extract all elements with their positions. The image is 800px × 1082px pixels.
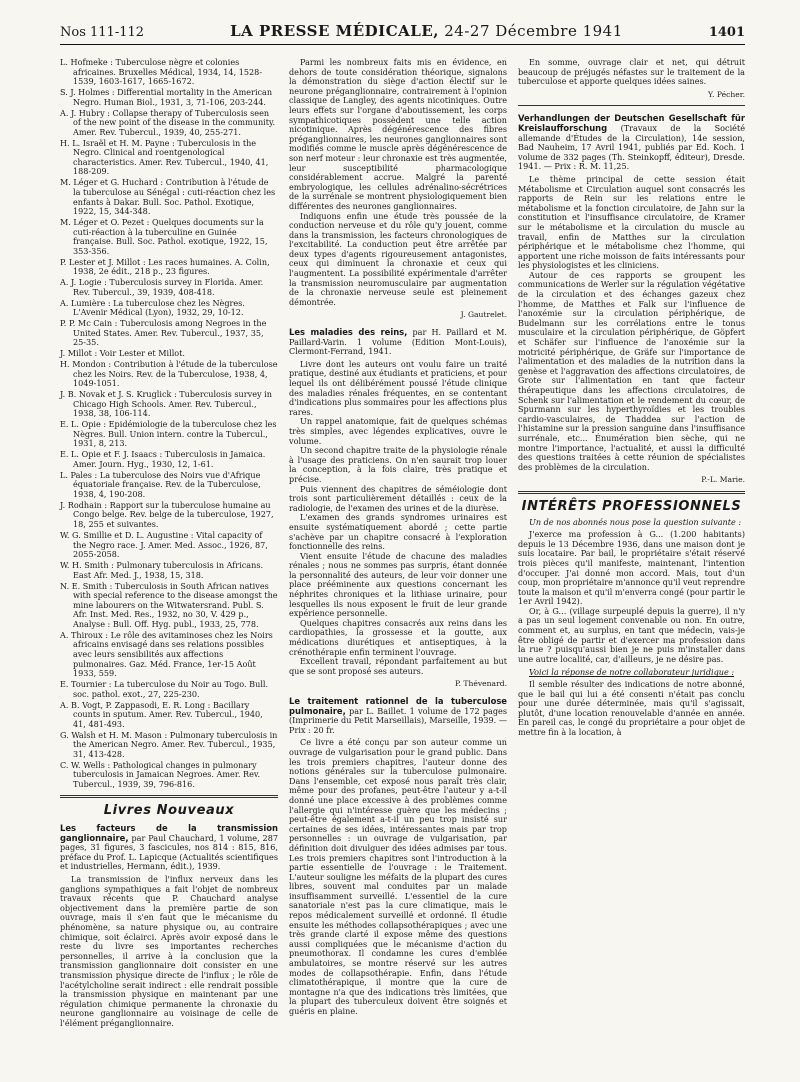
review-1-paragraph: Indiquons enfin une étude très poussée de la conduction nerveuse et du rôle qu'y jouent, comme dans la transmission, les facteurs chronologiques de l'excitabilité. La conduction peut être arrêtée par deux types d'agents rigoureusement antagonistes, ceux qui diminuent la chronaxie et ceux qui l'augmentent. La possibilité expérimentale d'arrêter la transmission neuromusculaire par augmentation de la chronaxie nerveuse seule est pleinement démontrée. xyxy=(289,210,507,307)
reference-entry: E. L. Opie et F. J. Isaacs : Tuberculosis in Jamaica. Amer. Journ. Hyg., 1930, 12, 1-61. xyxy=(60,449,266,469)
question-intro: Un de nos abonnés nous pose la question suivante : xyxy=(529,516,742,527)
reference-entry: A. J. Hubry : Collapse therapy of Tuberculosis seen of the new point of the disease in the community. Amer. Rev. Tubercul., 1939, 40, 255-271. xyxy=(60,107,276,137)
page-number: 1401 xyxy=(708,25,745,40)
journal-name: LA PRESSE MÉDICALE, xyxy=(230,22,439,40)
question-paragraph: Or, à G... (village surpeuplé depuis la guerre), il n'y a pas un seul logement convenable ou non. En outre, comment et, au surplus, en tant que médecin, vais-je être obligé de partir et d'exercer ma profession dans la rue ? puisqu'aussi bien je ne puis m'installer dans une autre localité, car, d'ailleurs, je ne désire pas. xyxy=(518,605,745,664)
review-1-signature: J. Gautrelet. xyxy=(460,310,507,320)
reference-entry: C. W. Wells : Pathological changes in pulmonary tuberculosis in Jamaican Negroes. Amer. Rev. Tubercul., 1939, 39, 796-816. xyxy=(60,759,261,789)
review-3-title: Le traitement rationnel de la tuberculose pulmonaire, xyxy=(289,696,507,716)
review-2-paragraph: Livre dont les auteurs ont voulu faire un traité pratique, destiné aux étudiants et praticiens, et pour lequel ils ont délibérément poussé l'étude clinique des maladies rénales fréquentes, en se contentant d'indications plus sommaires pour les affections plus rares. xyxy=(289,358,507,417)
review-1-title: Les facteurs de la transmission ganglionnaire, xyxy=(60,823,278,843)
reference-entry: J. Rodhain : Rapport sur la tuberculose humaine au Congo belge. Rev. belge de la tuberculose, 1927, 18, 255 et suivantes. xyxy=(60,499,274,530)
review-4-paragraph: Le thème principal de cette session était Métabolisme et Circulation auquel sont consacrés les rapports de Rein sur les relations entre le métabolisme et la fonction circulatoire, de Jahn sur la constitution et l'insuffisance circulatoire, de Kramer sur le métabolisme et la circulation du muscle au travail, enfin de Matthes sur la circulation périphérique et le métabolisme chez l'homme, qui apportent une riche moisson de faits intéressants pour les physiologistes et les cliniciens. xyxy=(518,173,745,271)
reference-entry: J. Millot : Voir Lester et Millot. xyxy=(60,348,185,359)
issue-date: 24-27 Décembre 1941 xyxy=(444,22,623,40)
reference-entry: A. Lumière : La tuberculose chez les Nègres. L'Avenir Médical (Lyon), 1932, 29, 10-12. xyxy=(60,297,245,318)
reference-entry: J. B. Novak et J. S. Kruglick : Tuberculosis survey in Chicago High Schools. Amer. Rev. Tubercul., 1938, 38, 106-114. xyxy=(60,389,272,419)
review-3-signature: Y. Pécher. xyxy=(708,89,745,99)
review-1-paragraph: Parmi les nombreux faits mis en évidence, en dehors de toute considération théorique, signalons la démonstration du siège d'action électif sur le neurone préganglionnaire, contrairement à l'opinion classique de Langley, des agents nicotiniques. Outre leurs effets sur l'organe d'aboutissement, les corps sympathicotiques possèdent une telle action nicotinique. Après dégénérescence des fibres préganglionnaires, les neurones ganglionnaires sont modifiés comme le muscle après dégénérescence de son nerf moteur : leur chronaxie est très augmentée, leur susceptibilité pharmacologique considérablement accrue. Malgré la parenté embryologique, les cellules adrénalino-sécrétrices de la surrénale se montrent physiologiquement bien différentes des neurones ganglionnaires. xyxy=(289,57,507,211)
reference-entry: N. E. Smith : Tuberculosis in South African natives with special reference to the disease amongst the mine labourers on the Witwatersrand. Publ. S. Afr. Inst. Med. Res., 1932, no 30, V. 429 p., Analyse : Bull. Off. Hyg. publ., 1933, 25, 778. xyxy=(60,580,278,629)
column-right xyxy=(518,58,745,738)
reference-entry: A. J. Logie : Tuberculosis survey in Florida. Amer. Rev. Tubercul., 39, 1939, 408-418. xyxy=(60,277,264,297)
reply-intro: Voici la réponse de notre collaborateur juridique : xyxy=(529,667,735,678)
page-header xyxy=(60,22,745,45)
reference-entry: G. Walsh et H. M. Mason : Pulmonary tuberculosis in the American Negro. Amer. Rev. Tubercul., 1935, 31, 413-428. xyxy=(60,729,278,759)
review-3-title-block xyxy=(289,697,507,735)
review-3-paragraph: En somme, ouvrage clair et net, qui détruit beaucoup de préjugés néfastes sur le traitement de la tuberculose et apporte quelques idées saines. xyxy=(518,57,745,87)
reference-entry: W. H. Smith : Pulmonary tuberculosis in Africans. East Afr. Med. J., 1938, 15, 318. xyxy=(60,560,264,580)
column-left xyxy=(60,58,278,1029)
review-4-title: Verhandlungen der Deutschen Gesellschaft für Kreislaufforschung xyxy=(518,113,745,133)
review-1-title-block xyxy=(60,824,278,872)
review-4-title-block xyxy=(518,114,745,172)
reference-list xyxy=(60,58,278,789)
review-2-paragraph: Puis viennent des chapitres de séméiologie dont trois sont particulièrement détaillés : ceux de la radiologie, de l'examen des urines et de la diurèse. xyxy=(289,483,507,513)
reference-entry: P. P. Mc Cain : Tuberculosis among Negroes in the United States. Amer. Rev. Tubercul., 1937, 35, 25-35. xyxy=(60,318,267,348)
journal-title xyxy=(230,22,623,40)
review-divider xyxy=(518,105,745,106)
question-paragraph: J'exerce ma profession à G... (1.200 habitants) depuis le 13 Décembre 1936, dans une maison dont je suis locataire. Par bail, le propriétaire s'était réservé trois pièces qu'il manifeste, maintenant, l'intention d'occuper. J'ai donné mon accord. Mais, tout d'un coup, mon propriétaire m'annonce qu'il veut reprendre toute la maison et qu'il m'enverra congé (pour partir le 1er Avril 1942). xyxy=(518,529,745,607)
review-4-signature: P.-L. Marie. xyxy=(701,475,745,485)
review-4-meta: (Travaux de la Société allemande d'Études de la Circulation), 14e session, Bad Nauheim, 17 Avril 1941, publiés par Ed. Koch. 1 volume de 332 pages (Th. Steinkopff, éditeur), Dresde. 1941. — Prix : R. M. 11,25. xyxy=(518,122,745,172)
review-2-title: Les maladies des reins, xyxy=(289,327,408,338)
review-2-paragraph: Quelques chapitres consacrés aux reins dans les cardiopathies, la grossesse et la goutte, aux médications diurétiques et antiseptiques, à la crénothérapie enfin terminent l'ouvrage. xyxy=(289,617,507,657)
livres-heading: Livres Nouveaux xyxy=(103,803,235,819)
reference-entry: M. Léger et G. Huchard : Contribution à l'étude de la tuberculose au Sénégal : cuti-réaction chez les enfants à Dakar. Bull. Soc. Pathol. Exotique, 1922, 15, 344-348. xyxy=(60,177,276,217)
reference-entry: A. B. Vogt, P. Zappasodi, E. R. Long : Bacillary counts in sputum. Amer. Rev. Tubercul., 1940, 41, 481-493. xyxy=(60,699,263,729)
reference-entry: S. J. Holmes : Differential mortality in the American Negro. Human Biol., 1931, 3, 71-106, 203-244. xyxy=(60,87,273,107)
reference-entry: L. Pales : La tuberculose des Noirs vue d'Afrique équatoriale française. Rev. de la Tuberculose, 1938, 4, 190-208. xyxy=(60,469,261,499)
interets-heading: INTÉRÊTS PROFESSIONNELS xyxy=(521,498,742,514)
reference-entry: M. Léger et O. Pezet : Quelques documents sur la cuti-réaction à la tuberculine en Guinée française. Bull. Soc. Pathol. exotique, 1922, 15, 353-356. xyxy=(60,216,268,256)
reference-entry: P. Lester et J. Millot : Les races humaines. A. Colin, 1938, 2e édit., 218 p., 23 figures. xyxy=(60,256,270,277)
review-4-paragraph: Autour de ces rapports se groupent les communications de Werler sur la régulation végétative de la circulation et des échanges gazeux chez l'homme, de Matthes et Falk sur l'influence de l'anoxémie sur la circulation périphérique, de Budelmann sur les corrélations entre le tonus musculaire et la circulation périphérique, de Göpfert et Schäfer sur l'influence de l'anoxémie sur la motricité périphérique, de Gräfe sur l'importance de l'alimentation et des maladies de la nutrition dans la genèse et l'aggravation des affections circulatoires, de Grote sur l'alimentation en tant que facteur thérapeutique dans les affections circulatoires, de Schenk sur l'alimentation et le rendement du cœur, de Spurmann sur les hyperthyroïdies et les troubles cardio-vasculaires, de Thaddea sur l'action de l'histamine sur la pression sanguine dans l'insuffisance surrénale, etc... Énumération bien sèche, qui ne montre l'importance, l'actualité, et aussi la difficulté des questions traitées à cette réunion de spécialistes des problèmes de la circulation. xyxy=(518,269,745,472)
section-divider xyxy=(518,491,745,494)
reference-entry: A. Thiroux : Le rôle des avitaminoses chez les Noirs africains envisagé dans ses relations possibles avec leurs sensibilités aux affections pulmonaires. Gaz. Méd. France, 1er-15 Août 1933, 559. xyxy=(60,629,273,679)
review-2-paragraph: Excellent travail, répondant parfaitement au but que se sont proposé ses auteurs. xyxy=(289,656,507,676)
review-1-meta: par Paul Chauchard, 1 volume, 287 pages, 31 figures, 3 fascicules, nos 814 : 815, 816, préface du Prof. L. Lapicque (Actualités scientifiques et industrielles, Hermann, édit.), 1939. xyxy=(60,832,278,872)
reply-paragraph: Il semble résulter des indications de notre abonné, que le bail qui lui a été consenti n'était pas conclu pour une durée déterminée, mais qu'il s'agissait, plutôt, d'une location renouvelable d'année en année. En pareil cas, le congé du propriétaire a pour objet de mettre fin à la location, à xyxy=(518,679,745,737)
review-3-paragraph: Ce livre a été conçu par son auteur comme un ouvrage de vulgarisation pour le grand public. Dans les trois premiers chapitres, l'auteur donne des notions générales sur la tuberculose pulmonaire. Dans l'ensemble, cet exposé nous paraît très clair, même pour des profanes, peut-être l'auteur y a-t-il donné une place excessive à des problèmes comme l'allergie qui n'intéresse guère que les médecins ; peut-être également a-t-il un peu trop insisté sur certaines de ses idées, intéressantes mais par trop personnelles : un ouvrage de vulgarisation, par définition doit divulguer des idées admises par tous. Les trois premiers chapitres sont l'introduction à la partie essentielle de l'ouvrage : le Traitement. L'auteur souligne les méfaits de la plupart des cures libres, souvent mal conduites par un malade insuffisamment surveillé. L'essentiel de la cure sanatoriale n'est pas la cure climatique, mais le repos médicalement surveillé et ordonné. Il étudie ensuite les méthodes collapsothérapiques ; avec une très grande clarté il expose même des questions aussi compliquées que le mécanisme d'action du pneumothorax. Il condamne les cures d'emblée ambulatoires, se montre réservé sur les autres modes de collapsothérapie. Enfin, dans l'étude climatothérapique, il montre que la cure de montagne n'a que des indications très limitées, que la plupart des tuberculeux doivent être soignés et guéris en plaine. xyxy=(289,737,507,1016)
reference-entry: L. Hofmeke : Tuberculose nègre et colonies africaines. Bruxelles Médical, 1934, 14, 1528-1539, 1603-1617, 1665-1672. xyxy=(60,57,263,87)
review-2-signature: P. Thévenard. xyxy=(455,679,507,689)
review-2-paragraph: Vient ensuite l'étude de chacune des maladies rénales ; nous ne sommes pas surpris, étant donnée la personnalité des auteurs, de leur voir donner une place prééminente aux questions concernant les néphrites chroniques et la lithiase urinaire, pour lesquelles ils nous exposent le fruit de leur grande expérience personnelle. xyxy=(289,550,507,619)
reference-entry: W. G. Smillie et D. L. Augustine : Vital capacity of the Negro race. J. Amer. Med. Assoc., 1926, 87, 2055-2058. xyxy=(60,529,268,560)
reference-entry: H. L. Israël et H. M. Payne : Tuberculosis in the Negro. Clinical and roentgenological characteristics. Amer. Rev. Tubercul., 1940, 41, 188-209. xyxy=(60,137,269,177)
review-2-paragraph: L'examen des grands syndromes urinaires est ensuite systématiquement abordé ; cette partie s'achève par un chapitre consacré à l'exploration fonctionnelle des reins. xyxy=(289,512,507,552)
reference-entry: H. Mondon : Contribution à l'étude de la tuberculose chez les Noirs. Rev. de la Tuberculose, 1938, 4, 1049-1051. xyxy=(60,359,278,389)
review-3-meta: par L. Baillet. 1 volume de 172 pages (Imprimerie du Petit Marseillais), Marseille, 1939. — Prix : 20 fr. xyxy=(289,705,507,735)
reference-entry: E. Tournier : La tuberculose du Noir au Togo. Bull. soc. pathol. exot., 27, 225-230. xyxy=(60,679,269,699)
review-2-paragraph: Un rappel anatomique, fait de quelques schémas très simples, avec légendes explicatives, ouvre le volume. xyxy=(289,416,507,446)
review-1-paragraph: La transmission de l'influx nerveux dans les ganglions sympathiques a fait l'objet de nombreux travaux récents que P. Chauchard analyse objectivement dans la première partie de son ouvrage, mais il s'en faut que le mécanisme du phénomène, sa nature physique ou, au contraire chimique, soit éclairci. Après avoir exposé dans le reste du livre ses importantes recherches personnelles, il arrive à la conclusion que la transmission ganglionnaire doit consister en une transmission physique directe de l'influx ; le rôle de l'acétylcholine serait indirect : elle rendrait possible la transmission physique en maintenant par une régulation chimique permanente la chronaxie du neurone ganglionnaire au voisinage de celle de l'élément préganglionnaire. xyxy=(60,874,278,1028)
review-2-title-block xyxy=(289,328,507,357)
review-2-meta: par H. Paillard et M. Paillard-Varin. 1 volume (Edition Mont-Louis), Clermont-Ferrand, 1941. xyxy=(289,327,507,357)
section-divider xyxy=(60,795,278,798)
issue-number: Nos 111-112 xyxy=(60,25,145,40)
reference-entry: E. L. Opie : Epidémiologie de la tuberculose chez les Nègres. Bull. Union intern. contre la Tubercul., 1931, 8, 213. xyxy=(60,419,277,449)
review-2-paragraph: Un second chapitre traite de la physiologie rénale à l'usage des praticiens. On n'en saurait trop louer la conception, à la fois claire, très pratique et précise. xyxy=(289,445,507,484)
column-middle xyxy=(289,58,507,1017)
